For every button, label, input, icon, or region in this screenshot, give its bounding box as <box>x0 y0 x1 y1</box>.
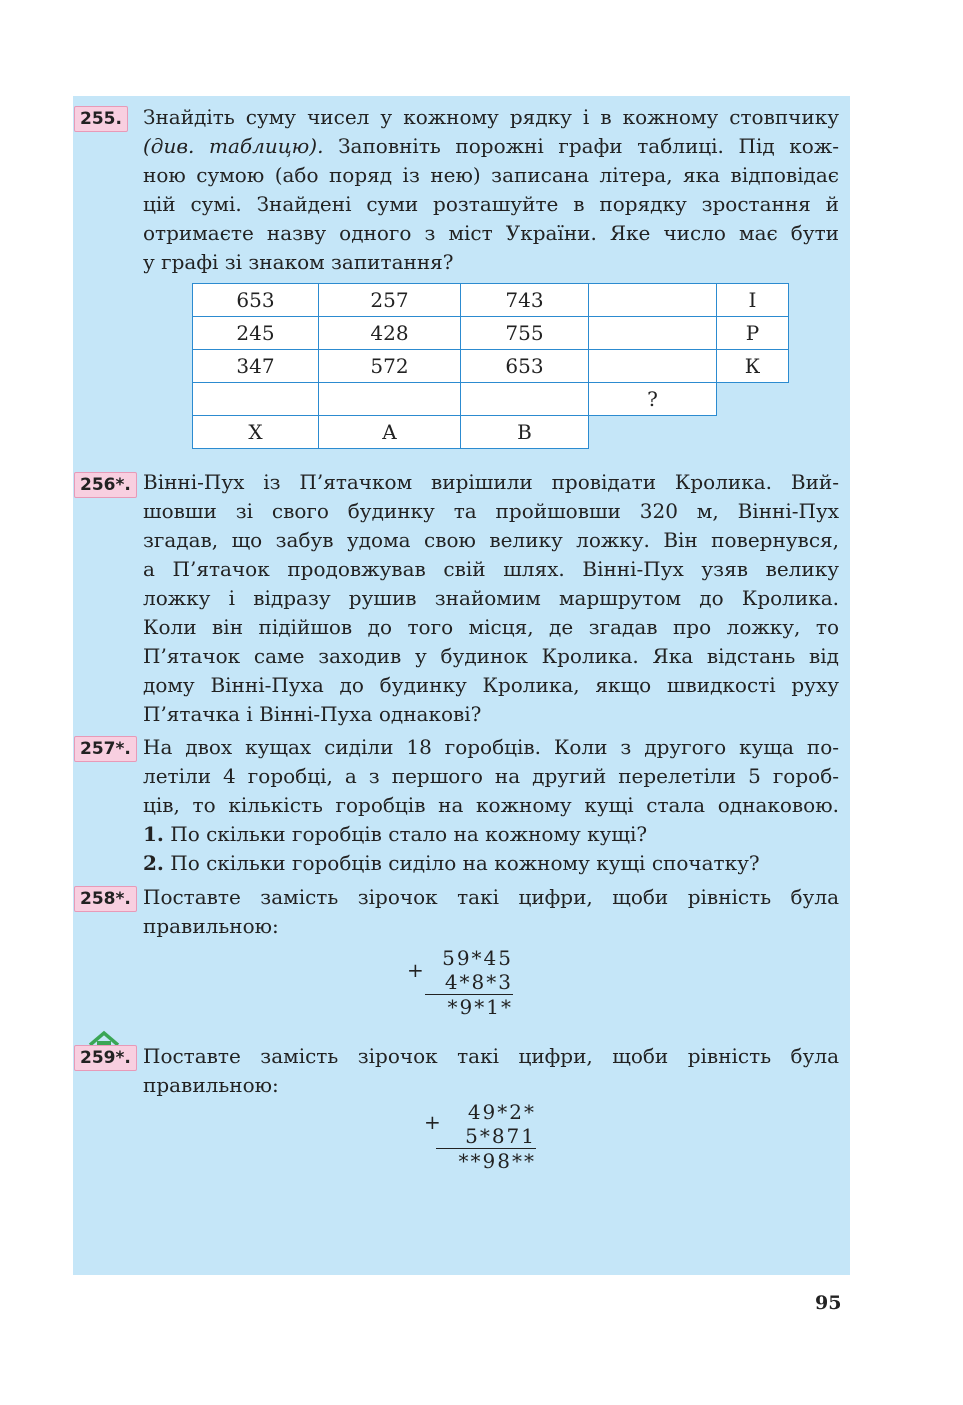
table-cell: 428 <box>319 317 461 350</box>
text-line: Поставте замість зірочок такі цифри, щоби рівність була <box>143 885 839 909</box>
column-addition-259 <box>436 1100 536 1173</box>
table-cell <box>461 383 589 416</box>
home-icon <box>88 1030 120 1046</box>
text-line: На двох кущах сиділи 18 горобців. Коли з другого куща по- <box>143 735 839 759</box>
text-line: ною сумою (або поряд із нею) записана літера, яка відповідає <box>143 163 839 187</box>
question-1 <box>143 820 839 849</box>
table-cell: 572 <box>319 350 461 383</box>
table-cell: К <box>717 350 789 383</box>
text-fragment: Заповніть порожні графи таблиці. Під кож- <box>338 134 840 158</box>
table-cell-empty <box>717 416 789 449</box>
table-cell: Х <box>193 416 319 449</box>
table-cell: А <box>319 416 461 449</box>
table-cell-empty <box>717 383 789 416</box>
table-cell: Р <box>717 317 789 350</box>
problem-259-text <box>143 1042 839 1100</box>
table-cell: 257 <box>319 284 461 317</box>
sum-result: *9*1* <box>447 995 513 1019</box>
table-row <box>193 350 789 383</box>
text-line: дому Вінні-Пуха до будинку Кролика, якщо швидкості руху <box>143 673 839 697</box>
text-line: шовши зі свого будинку та пройшовши 320 м, Вінні-Пух <box>143 499 839 523</box>
sum-result: **98** <box>458 1149 536 1173</box>
table-row <box>193 317 789 350</box>
table-cell <box>589 317 717 350</box>
table-cell-question: ? <box>589 383 717 416</box>
table-cell: 743 <box>461 284 589 317</box>
addend-1: 59*45 <box>442 946 513 970</box>
text-line: цій сумі. Знайдені суми розташуйте в порядку зростання й <box>143 192 839 216</box>
italic-reference: (див. таблицю). <box>143 134 324 158</box>
text-line: Знайдіть суму чисел у кожному рядку і в кожному стовпчику <box>143 105 839 129</box>
text-line: Коли він підійшов до того місця, де згадав про ложку, то <box>143 615 839 639</box>
question-text: По скільки горобців сиділо на кожному кущі спочатку? <box>170 851 760 875</box>
question-number: 1. <box>143 822 164 846</box>
table-cell: 653 <box>461 350 589 383</box>
plus-sign: + <box>424 1110 441 1134</box>
table-row <box>193 383 789 416</box>
problem-258-text <box>143 883 839 941</box>
text-line: П’ятачка і Вінні-Пуха однакові? <box>143 702 482 726</box>
table-cell-empty <box>589 416 717 449</box>
table-row <box>193 284 789 317</box>
text-line: правильною: <box>143 914 279 938</box>
table-cell: В <box>461 416 589 449</box>
text-line: у графі зі знаком запитання? <box>143 250 454 274</box>
text-line: отримаєте назву одного з міст України. Яке число має бути <box>143 221 839 245</box>
problem-number-259: 259*. <box>74 1045 137 1071</box>
text-line: Поставте замість зірочок такі цифри, щоби рівність була <box>143 1044 839 1068</box>
question-2 <box>143 849 839 878</box>
table-cell <box>319 383 461 416</box>
text-line: ців, то кількість горобців на кожному кущі стала однаковою. <box>143 793 839 817</box>
addend-1: 49*2* <box>467 1100 536 1124</box>
table-cell <box>589 350 717 383</box>
text-line: П’ятачок саме заходив у будинок Кролика. Яка відстань від <box>143 644 839 668</box>
text-line: а П’ятачок продовжував свій шлях. Вінні-Пух узяв велику <box>143 557 839 581</box>
table-cell: 755 <box>461 317 589 350</box>
table-cell <box>589 284 717 317</box>
text-line: згадав, що забув удома свою велику ложку. Він повернувся, <box>143 528 839 552</box>
table-cell: 653 <box>193 284 319 317</box>
table-row <box>193 416 789 449</box>
question-text: По скільки горобців стало на кожному кущі? <box>170 822 648 846</box>
problem-256-text <box>143 468 839 729</box>
table-cell: 347 <box>193 350 319 383</box>
problem-257-text <box>143 733 839 878</box>
page-number: 95 <box>815 1292 842 1314</box>
column-addition-258 <box>425 946 513 1019</box>
table-cell: 245 <box>193 317 319 350</box>
text-line: Вінні-Пух із П’ятачком вирішили провідати Кролика. Вий- <box>143 470 839 494</box>
table-cell: І <box>717 284 789 317</box>
problem-number-255: 255. <box>74 106 128 132</box>
question-number: 2. <box>143 851 164 875</box>
table-cell <box>193 383 319 416</box>
text-line: ложку і відразу рушив знайомим маршрутом до Кролика. <box>143 586 839 610</box>
sums-table <box>192 283 789 449</box>
problem-number-257: 257*. <box>74 736 137 762</box>
addend-2: 4*8*3 <box>425 970 513 995</box>
addend-2: 5*871 <box>436 1124 536 1149</box>
text-line: правильною: <box>143 1073 279 1097</box>
problem-255-text <box>143 103 839 277</box>
text-line: летіли 4 горобці, а з першого на другий перелетіли 5 гороб- <box>143 764 839 788</box>
plus-sign: + <box>407 958 424 982</box>
problem-number-258: 258*. <box>74 886 137 912</box>
text-line <box>143 132 839 161</box>
problem-number-256: 256*. <box>74 472 137 498</box>
